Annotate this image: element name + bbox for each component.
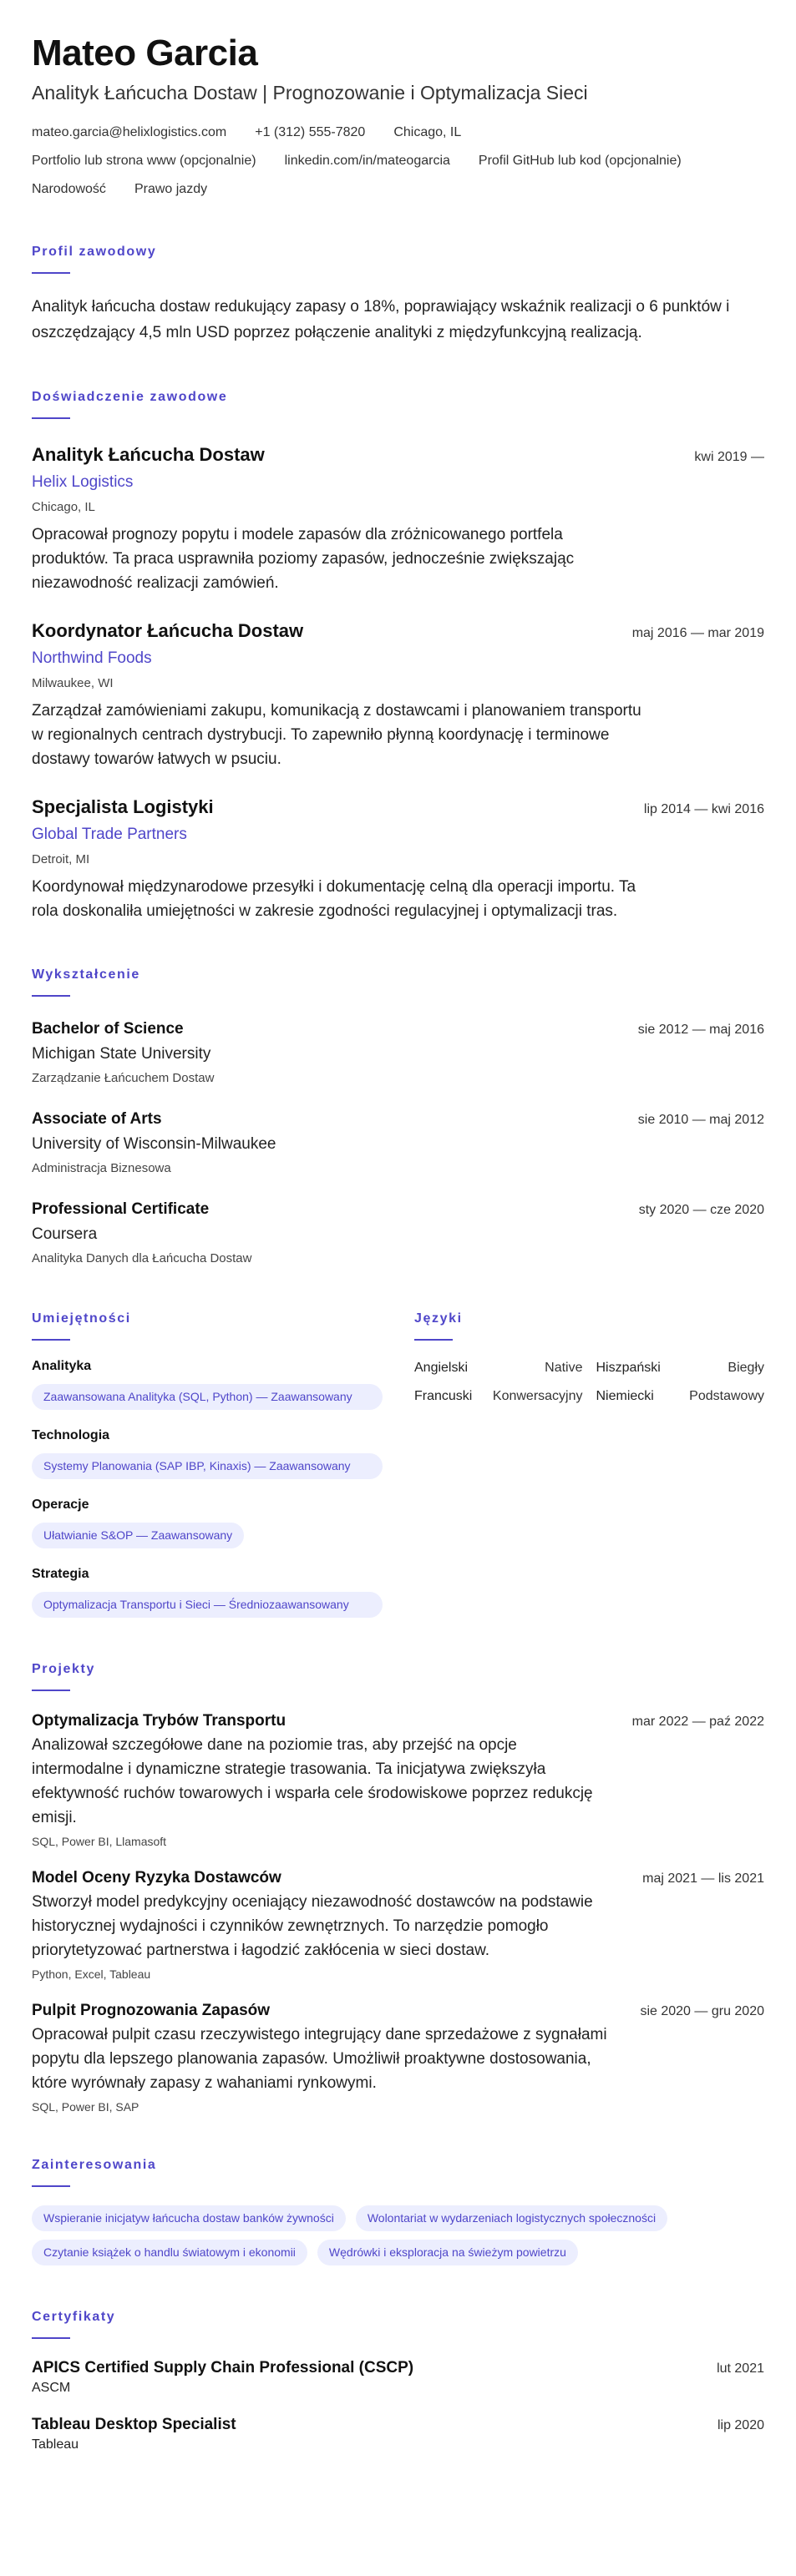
school-name: Michigan State University: [32, 1045, 211, 1063]
language-level: Biegły: [728, 1361, 764, 1375]
resume-header: [32, 32, 764, 200]
profile-section: [32, 244, 764, 346]
education-entry: [32, 1018, 764, 1087]
project-tech: SQL, Power BI, Llamasoft: [32, 1835, 167, 1848]
project-title: Model Oceny Ryzyka Dostawców: [32, 1869, 281, 1887]
language-item: [596, 1389, 765, 1404]
education-entry: [32, 1109, 764, 1177]
certification-date: lip 2020: [717, 2418, 764, 2432]
language-name: Niemiecki: [596, 1389, 654, 1403]
certification-date: lut 2021: [717, 2361, 764, 2376]
project-dates: sie 2020 — gru 2020: [640, 2004, 764, 2018]
experience-entry: [32, 619, 764, 771]
email-link[interactable]: mateo.garcia@helixlogistics.com: [32, 125, 227, 139]
section-divider: [32, 2337, 70, 2339]
study-field: Zarządzanie Łańcuchem Dostaw: [32, 1071, 215, 1085]
project-description: Analizował szczegółowe dane na poziomie tras, aby przejść na opcje intermodalne i dynamiczne strategie trasowania. Ta inicjatywa zwiększyła efektywność ruchów towarowych i wsparła cele środowiskowe poprzez redukcję emisji.: [32, 1736, 593, 1826]
skill-category: Technologia: [32, 1428, 110, 1442]
certification-title: APICS Certified Supply Chain Professional (CSCP): [32, 2359, 414, 2376]
degree-name: Bachelor of Science: [32, 1020, 184, 1038]
job-description: Koordynował międzynarodowe przesyłki i dokumentację celną dla operacji importu. Ta rola doskonaliła umiejętności w zakresie zgodności regulacyjnej i optymalizacji tras.: [32, 878, 636, 920]
project-title: Pulpit Prognozowania Zapasów: [32, 2002, 271, 2019]
job-description: Opracował prognozy popytu i modele zapasów dla zróżnicowanego portfela produktów. Ta praca usprawniła poziomy zapasów, jednocześnie zwiększając niezawodność realizacji zamówień.: [32, 526, 575, 592]
skill-group: [32, 1498, 383, 1548]
project-dates: maj 2021 — lis 2021: [642, 1871, 764, 1886]
skill-category: Analityka: [32, 1359, 92, 1373]
experience-section: [32, 389, 764, 923]
language-level: Podstawowy: [689, 1389, 764, 1403]
study-field: Administracja Biznesowa: [32, 1161, 171, 1175]
skill-pill: Systemy Planowania (SAP IBP, Kinaxis) — Zaawansowany: [32, 1453, 383, 1479]
section-title: Profil zawodowy: [32, 245, 157, 259]
job-location: Chicago, IL: [32, 500, 95, 514]
profile-summary: Analityk łańcucha dostaw redukujący zapasy o 18%, poprawiający wskaźnik realizacji o 6 punktów i oszczędzający 4,5 mln USD poprzez połączenie analityki z międzyfunkcyjną realizacją.: [32, 298, 730, 341]
company-name: Northwind Foods: [32, 649, 152, 667]
languages-grid: [414, 1361, 764, 1404]
project-dates: mar 2022 — paź 2022: [631, 1715, 764, 1729]
section-divider: [32, 1690, 70, 1691]
candidate-name: Mateo Garcia: [32, 33, 258, 73]
section-title: Języki: [414, 1311, 463, 1326]
project-tech: SQL, Power BI, SAP: [32, 2100, 139, 2114]
education-section: [32, 967, 764, 1267]
language-level: Native: [545, 1361, 583, 1375]
section-divider: [32, 272, 70, 274]
location-text: Chicago, IL: [393, 125, 462, 139]
projects-section: [32, 1661, 764, 2114]
languages-section: [414, 1311, 764, 1618]
certification-entry: [32, 2416, 764, 2452]
certifications-section: [32, 2309, 764, 2452]
education-dates: sie 2010 — maj 2012: [637, 1113, 764, 1127]
skill-pill: Zaawansowana Analityka (SQL, Python) — Zaawansowany: [32, 1384, 383, 1410]
interests-list: [32, 2205, 764, 2265]
education-entry: [32, 1199, 764, 1267]
skill-pill: Ułatwianie S&OP — Zaawansowany: [32, 1523, 244, 1548]
skill-group: [32, 1359, 383, 1410]
links-row: [32, 150, 764, 172]
section-divider: [32, 2185, 70, 2187]
language-item: [596, 1361, 765, 1376]
skills-languages-row: [32, 1311, 764, 1618]
personal-row: [32, 179, 764, 200]
skill-group: [32, 1567, 383, 1618]
experience-entry: [32, 795, 764, 923]
section-divider: [32, 1339, 70, 1341]
experience-entry: [32, 442, 764, 595]
certification-issuer: ASCM: [32, 2381, 71, 2395]
interest-pill: Wspieranie inicjatyw łańcucha dostaw banków żywności: [32, 2205, 346, 2231]
company-name: Helix Logistics: [32, 473, 134, 491]
project-entry: [32, 1868, 764, 1981]
interest-pill: Czytanie książek o handlu światowym i ekonomii: [32, 2240, 307, 2265]
section-title: Projekty: [32, 1662, 95, 1676]
degree-name: Professional Certificate: [32, 1200, 210, 1218]
project-title: Optymalizacja Trybów Transportu: [32, 1712, 286, 1730]
language-name: Francuski: [414, 1389, 473, 1403]
skill-pill: Optymalizacja Transportu i Sieci — Średniozaawansowany: [32, 1592, 383, 1618]
nationality-text: Narodowość: [32, 182, 106, 196]
education-dates: sty 2020 — cze 2020: [638, 1203, 764, 1217]
certification-issuer: Tableau: [32, 2437, 79, 2452]
project-description: Stworzył model predykcyjny oceniający niezawodność dostawców na podstawie historycznej wydajności i czynników zewnętrznych. To narzędzie pomogło priorytetyzować partnerstwa i łagodzić zakłócenia w sieci dostaw.: [32, 1893, 593, 1959]
project-description: Opracował pulpit czasu rzeczywistego integrujący dane sprzedażowe z sygnałami popytu dla lepszego planowania zapasów. Umożliwił proaktywne dostosowania, które wyrównały zapasy z wahaniami rynkowymi.: [32, 2026, 607, 2092]
job-title: Analityk Łańcucha Dostaw: [32, 444, 265, 465]
section-title: Doświadczenie zawodowe: [32, 390, 228, 404]
portfolio-link[interactable]: Portfolio lub strona www (opcjonalnie): [32, 154, 256, 168]
section-divider: [32, 417, 70, 419]
job-title: Specjalista Logistyki: [32, 796, 214, 817]
skills-section: [32, 1311, 383, 1618]
candidate-headline: Analityk Łańcucha Dostaw | Prognozowanie i Optymalizacja Sieci: [32, 82, 588, 104]
skill-group: [32, 1428, 383, 1479]
job-title: Koordynator Łańcucha Dostaw: [32, 620, 304, 641]
job-dates: lip 2014 — kwi 2016: [643, 802, 764, 816]
language-name: Angielski: [414, 1361, 469, 1375]
interest-pill: Wolontariat w wydarzeniach logistycznych społeczności: [356, 2205, 667, 2231]
job-description: Zarządzał zamówieniami zakupu, komunikacją z dostawcami i planowaniem transportu w regionalnych centrach dystrybucji. To zapewniło płynną koordynację i terminowe dostawy towarów łatwych w psuciu.: [32, 702, 641, 768]
interests-section: [32, 2157, 764, 2265]
section-divider: [32, 995, 70, 997]
study-field: Analityka Danych dla Łańcucha Dostaw: [32, 1251, 252, 1265]
job-location: Milwaukee, WI: [32, 676, 114, 690]
linkedin-link[interactable]: linkedin.com/in/mateogarcia: [284, 154, 450, 168]
phone-link[interactable]: +1 (312) 555-7820: [255, 125, 366, 139]
section-divider: [414, 1339, 453, 1341]
project-tech: Python, Excel, Tableau: [32, 1967, 151, 1981]
degree-name: Associate of Arts: [32, 1110, 162, 1128]
project-entry: [32, 2001, 764, 2114]
skill-category: Strategia: [32, 1567, 89, 1581]
section-title: Certyfikaty: [32, 2310, 116, 2324]
school-name: University of Wisconsin-Milwaukee: [32, 1135, 276, 1153]
language-item: [414, 1389, 583, 1404]
job-dates: maj 2016 — mar 2019: [631, 626, 764, 640]
contact-row: [32, 122, 764, 144]
license-text: Prawo jazdy: [134, 182, 208, 196]
language-name: Hiszpański: [596, 1361, 661, 1375]
interest-pill: Wędrówki i eksploracja na świeżym powietrzu: [317, 2240, 578, 2265]
certification-title: Tableau Desktop Specialist: [32, 2416, 236, 2433]
section-title: Umiejętności: [32, 1311, 131, 1326]
skill-category: Operacje: [32, 1498, 89, 1512]
education-dates: sie 2012 — maj 2016: [637, 1023, 764, 1037]
section-title: Zainteresowania: [32, 2158, 157, 2172]
project-entry: [32, 1711, 764, 1848]
school-name: Coursera: [32, 1225, 98, 1243]
github-link[interactable]: Profil GitHub lub kod (opcjonalnie): [478, 154, 682, 168]
job-dates: kwi 2019 —: [694, 450, 764, 464]
section-title: Wykształcenie: [32, 967, 140, 982]
company-name: Global Trade Partners: [32, 826, 187, 843]
certification-entry: [32, 2359, 764, 2396]
language-level: Konwersacyjny: [492, 1389, 583, 1403]
language-item: [414, 1361, 583, 1376]
job-location: Detroit, MI: [32, 852, 90, 866]
